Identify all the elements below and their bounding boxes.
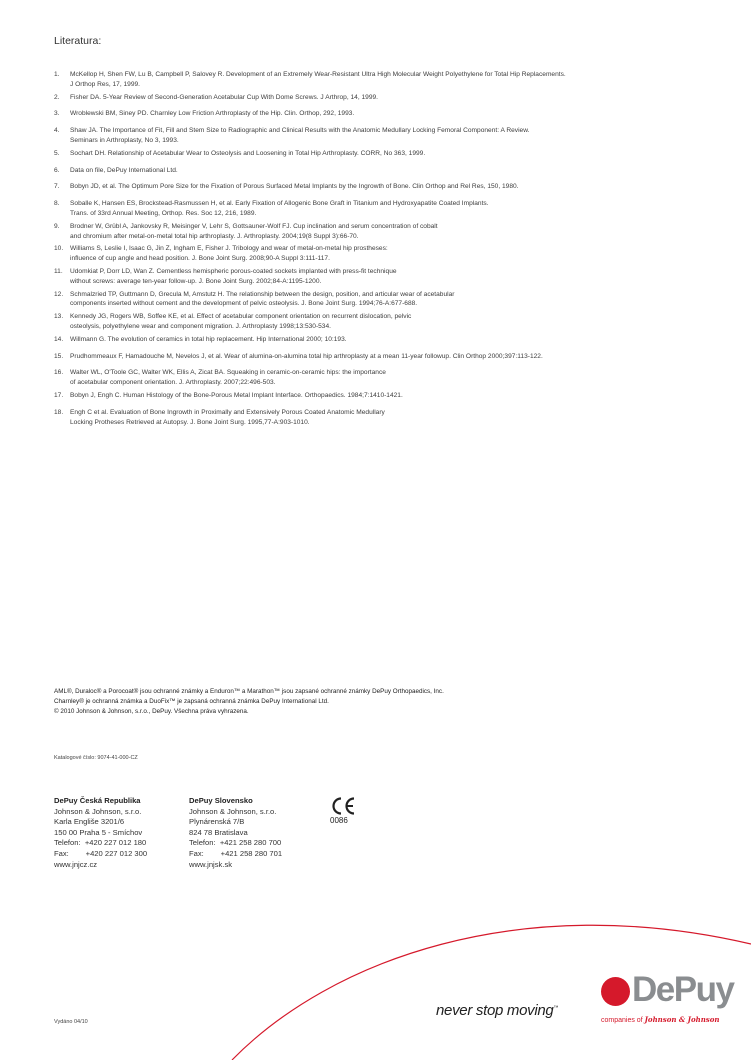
reference-number: 7. [54,183,60,191]
contact-name: DePuy Česká Republika [54,796,141,805]
reference-number: 14. [54,335,64,343]
depuy-logo-dot-icon [601,977,630,1006]
contact-phone: Telefon: +421 258 280 700 [189,838,282,848]
reference-text: Walter WL, O'Toole GC, Walter WK, Ellis A, Zicat BA. Squeaking in ceramic-on-ceramic hips: the importance of acetabular component orientation. J. Arthroplasty. 2007;22:496-503. [70,369,386,387]
reference-number: 4. [54,127,60,135]
logo-tagline [601,1015,720,1024]
johnson-johnson-brand: Johnson & Johnson [644,1015,720,1024]
issued-date: Vydáno 04/10 [54,1019,88,1025]
reference-text: Sochart DH. Relationship of Acetabular Wear to Osteolysis and Loosening in Total Hip Arthroplasty. CORR, No 363, 1999. [70,149,426,157]
contact-website: www.jnjsk.sk [189,859,233,869]
contact-line: Johnson & Johnson, s.r.o. [54,806,142,816]
contact-line: Johnson & Johnson, s.r.o. [189,806,277,816]
contact-line: 150 00 Praha 5 - Smíchov [54,827,143,837]
reference-text: Data on file, DePuy International Ltd. [70,166,178,174]
reference-text: Fisher DA. 5-Year Review of Second-Generation Acetabular Cup With Dome Screws. J Arthrop, 14, 1999. [70,93,378,101]
reference-number: 5. [54,149,60,157]
reference-text: McKellop H, Shen FW, Lu B, Campbell P, Salovey R. Development of an Extremely Wear-Resistant Ultra High Molecular Weight Polyethylene for Total Hip Replacements. J Orthop Res, 17, 1999. [70,71,566,88]
reference-text: Bobyn J, Engh C. Human Histology of the Bone-Porous Metal Implant Interface. Orthopaedics. 1984;7:1410-1421. [70,391,403,399]
reference-number: 17. [54,391,64,399]
reference-number: 11. [54,267,63,275]
reference-text: Williams S, Leslie I, Isaac G, Jin Z, Ingham E, Fisher J. Tribology and wear of metal-on-metal hip prostheses: influence of cup angle and head position. J. Bone Joint Surg. 2008;90-A Suppl 3:111-117. [70,245,388,263]
contact-line: Karla Engliše 3201/6 [54,817,125,827]
contact-name: DePuy Slovensko [189,796,253,805]
reference-text: Udomkiat P, Dorr LD, Wan Z. Cementless hemispheric porous-coated sockets implanted with press-fit technique without screws: average ten-year follow-up. J. Bone Joint Surg. 2002;84-A:1195-1200. [70,267,397,285]
reference-number: 1. [54,71,60,78]
reference-number: 2. [54,93,60,101]
reference-text: Soballe K, Hansen ES, Brockstead-Rasmussen H, et al. Early Fixation of Allogenic Bone Graft in Titanium and Hydroxyapatite Coated Implants. Trans. of 33rd Annual Meeting, Orthop. Res. Soc 12, 216, 1989. [70,200,489,217]
contact-website: www.jnjcz.cz [54,859,98,869]
reference-number: 8. [54,200,60,208]
contact-fax: Fax: +421 258 280 701 [189,848,283,858]
ce-number: 0086 [330,816,348,825]
reference-number: 3. [54,110,60,118]
reference-text: Engh C et al. Evaluation of Bone Ingrowth in Proximally and Extensively Porous Coated Anatomic Medullary Locking Protheses Retrieved at Autopsy. J. Bone Joint Surg. 1995,77-A:903-1010. [70,408,385,426]
contact-line: Plynárenská 7/B [189,817,245,827]
contact-line: 824 78 Bratislava [189,827,248,837]
reference-number: 15. [54,352,64,360]
contact-fax: Fax: +420 227 012 300 [54,848,148,858]
reference-text: Kennedy JG, Rogers WB, Soffee KE, et al. Effect of acetabular component orientation on recurrent dislocation, pelvic osteolysis, polyethylene wear and component migration. J. Arthroplasty 1998;13:530-534. [70,313,412,330]
reference-text: Willmann G. The evolution of ceramics in total hip replacement. Hip International 2000; 10:193. [70,335,347,343]
reference-text: Wroblewski BM, Siney PD. Charnley Low Friction Arthroplasty of the Hip. Clin. Orthop, 292, 1993. [70,110,355,118]
contact-phone: Telefon: +420 227 012 180 [54,838,147,848]
logo-tagline-prefix: companies of [601,1017,643,1024]
slogan-text: never stop moving [436,1002,554,1019]
reference-number: 9. [54,222,60,230]
reference-text: Bobyn JD, et al. The Optimum Pore Size for the Fixation of Porous Surfaced Metal Implants by the Ingrowth of Bone. Clin Orthop and Rel Res, 150, 1980. [70,183,519,191]
catalog-number: Katalogové číslo: 9074-41-000-CZ [54,755,138,761]
reference-number: 6. [54,166,60,174]
reference-number: 16. [54,369,64,377]
reference-text: Prudhommeaux F, Hamadouche M, Nevelos J, et al. Wear of alumina-on-alumina total hip arthroplasty at a mean 11-year followup. Clin Orthop 2000;397:113-122. [70,352,543,360]
reference-text: Schmalzried TP, Guttmann D, Grecula M, Amstutz H. The relationship between the design, position, and articular wear of acetabular components inserted without cement and the development of pelvic osteolysis. J. Bone Joint Surg. 1994;76-A:677-688. [70,290,455,308]
slogan-trademark: ™ [553,1005,559,1011]
reference-text: Brodner W, Grübl A, Jankovsky R, Meisinger V, Lehr S, Gottsauner-Wolf FJ. Cup inclination and serum concentration of cobalt and chromium after metal-on-metal total hip arthroplasty. J. Arthroplasty. 2004;19(8 Suppl 3):66-70. [70,222,438,240]
slogan [436,1002,558,1019]
reference-number: 10. [54,245,64,253]
reference-number: 12. [54,290,64,298]
reference-number: 18. [54,408,64,416]
page-heading: Literatura: [54,35,102,47]
reference-number: 13. [54,313,64,321]
trademark-notice: AML®, Duraloc® a Porocoat® jsou ochranné známky a Enduron™ a Marathon™ jsou zapsané ochranné známky DePuy Orthopaedics, Inc. Charnley® je ochranná známka a DuoFix™ je zapsaná ochranná známka DePuy International Ltd. © 2010 Johnson & Johnson, s.r.o., DePuy. Všechna práva vyhrazena. [54,688,444,715]
depuy-logo-wordmark: DePuy [632,970,734,1009]
reference-text: Shaw JA. The Importance of Fit, Fill and Stem Size to Radiographic and Clinical Results with the Anatomic Medullary Locking Femoral Component: A Review. Seminars in Arthroplasty, No 3, 1993. [70,127,530,144]
